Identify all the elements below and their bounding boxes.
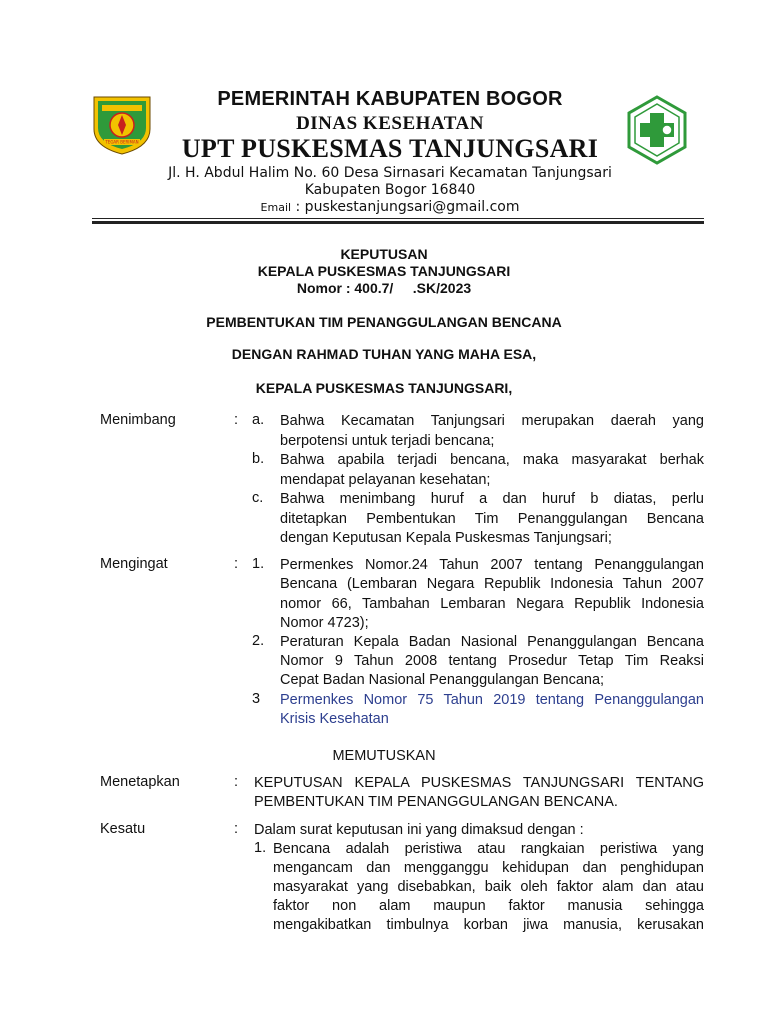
- decree-title: KEPUTUSAN: [340, 246, 428, 262]
- mengingat-1-line4: Nomor 4723);: [280, 615, 369, 631]
- mengingat-3-line2: Krisis Kesehatan: [280, 711, 389, 727]
- decree-subject: PEMBENTUKAN TIM PENANGGULANGAN BENCANA: [206, 314, 562, 330]
- email-label: Email: [260, 201, 292, 214]
- mengingat-3-line1: Permenkes Nomor 75 Tahun 2019 tentang Penanggulangan: [280, 692, 704, 708]
- menetapkan-label: Menetapkan: [100, 774, 180, 790]
- kesatu-marker-1: 1.: [254, 840, 267, 856]
- mengingat-2-line3: Cepat Badan Nasional Penanggulangan Bencana;: [280, 672, 605, 688]
- mengingat-label: Mengingat: [100, 556, 168, 572]
- menimbang-marker-c: c.: [252, 490, 264, 506]
- menetapkan-colon: :: [234, 774, 239, 790]
- kesatu-intro: Dalam surat keputusan ini yang dimaksud dengan :: [254, 822, 584, 838]
- header-government: PEMERINTAH KABUPATEN BOGOR: [217, 88, 563, 110]
- header-address: Jl. H. Abdul Halim No. 60 Desa Sirnasari Kecamatan Tanjungsari: [168, 165, 612, 181]
- mengingat-1-line1: Permenkes Nomor.24 Tahun 2007 tentang Penanggulangan: [280, 557, 704, 573]
- mengingat-2-line2: Nomor 9 Tahun 2008 tentang Prosedur Tetap Tim Reaksi: [280, 653, 704, 669]
- menimbang-marker-a: a.: [252, 412, 265, 428]
- mengingat-marker-3: 3: [252, 691, 261, 707]
- official-title: KEPALA PUSKESMAS TANJUNGSARI,: [255, 380, 513, 396]
- menimbang-b-line1: Bahwa apabila terjadi bencana, maka masyarakat berhak: [280, 452, 704, 468]
- menimbang-a-line2: berpotensi untuk terjadi bencana;: [280, 433, 495, 449]
- letterhead-divider-thick: [92, 221, 704, 224]
- svg-text:TEGAR BERIMAN: TEGAR BERIMAN: [105, 139, 139, 145]
- mengingat-1-line3: nomor 66, Tambahan Lembaran Negara Republik Indonesia: [280, 596, 704, 612]
- header-institution: UPT PUSKESMAS TANJUNGSARI: [181, 134, 599, 163]
- header-department: DINAS KESEHATAN: [296, 113, 484, 134]
- mengingat-2-line1: Peraturan Kepala Badan Nasional Penanggulangan Bencana: [280, 634, 704, 650]
- kesatu-1-line3: masyarakat yang disebabkan, baik oleh faktor alam dan atau: [273, 879, 704, 895]
- kesatu-colon: :: [234, 821, 239, 837]
- decree-issuer: KEPALA PUSKESMAS TANJUNGSARI: [257, 263, 511, 279]
- opening-phrase: DENGAN RAHMAD TUHAN YANG MAHA ESA,: [231, 346, 537, 362]
- menimbang-b-line2: mendapat pelayanan kesehatan;: [280, 472, 491, 488]
- mengingat-colon: :: [234, 556, 239, 572]
- kesatu-1-line4: faktor non alam maupun faktor manusia sehingga: [273, 898, 704, 914]
- puskesmas-logo: [626, 95, 688, 165]
- letterhead-divider: [92, 218, 704, 219]
- decree-number: Nomor : 400.7/ .SK/2023: [296, 280, 472, 296]
- mengingat-marker-1: 1.: [252, 556, 265, 572]
- memutuskan-heading: MEMUTUSKAN: [332, 748, 436, 764]
- menimbang-a-line1: Bahwa Kecamatan Tanjungsari merupakan daerah yang: [280, 413, 704, 429]
- menimbang-c-line2: ditetapkan Pembentukan Tim Penanggulangan Bencana: [280, 511, 704, 527]
- kesatu-label: Kesatu: [100, 821, 146, 837]
- menimbang-colon: :: [234, 412, 239, 428]
- email-value[interactable]: : puskestanjungsari@gmail.com: [295, 199, 520, 215]
- menimbang-c-line3: dengan Keputusan Kepala Puskesmas Tanjungsari;: [280, 530, 612, 546]
- menimbang-c-line1: Bahwa menimbang huruf a dan huruf b diatas, perlu: [280, 491, 704, 507]
- kesatu-1-line2: mengancam dan mengganggu kehidupan dan penghidupan: [273, 860, 704, 876]
- mengingat-marker-2: 2.: [252, 633, 265, 649]
- header-email: [150, 199, 630, 215]
- menetapkan-line1: KEPUTUSAN KEPALA PUSKESMAS TANJUNGSARI TENTANG: [254, 775, 704, 791]
- menimbang-marker-b: b.: [252, 451, 265, 467]
- menetapkan-line2: PEMBENTUKAN TIM PENANGGULANGAN BENCANA.: [254, 794, 618, 810]
- kesatu-1-line5: mengakibatkan timbulnya korban jiwa manusia, kerusakan: [273, 917, 704, 933]
- menimbang-label: Menimbang: [100, 412, 176, 428]
- kesatu-1-line1: Bencana adalah peristiwa atau rangkaian peristiwa yang: [273, 841, 704, 857]
- kabupaten-bogor-logo: [91, 93, 153, 155]
- header-city: Kabupaten Bogor 16840: [304, 182, 476, 198]
- mengingat-1-line2: Bencana (Lembaran Negara Republik Indonesia Tahun 2007: [280, 576, 704, 592]
